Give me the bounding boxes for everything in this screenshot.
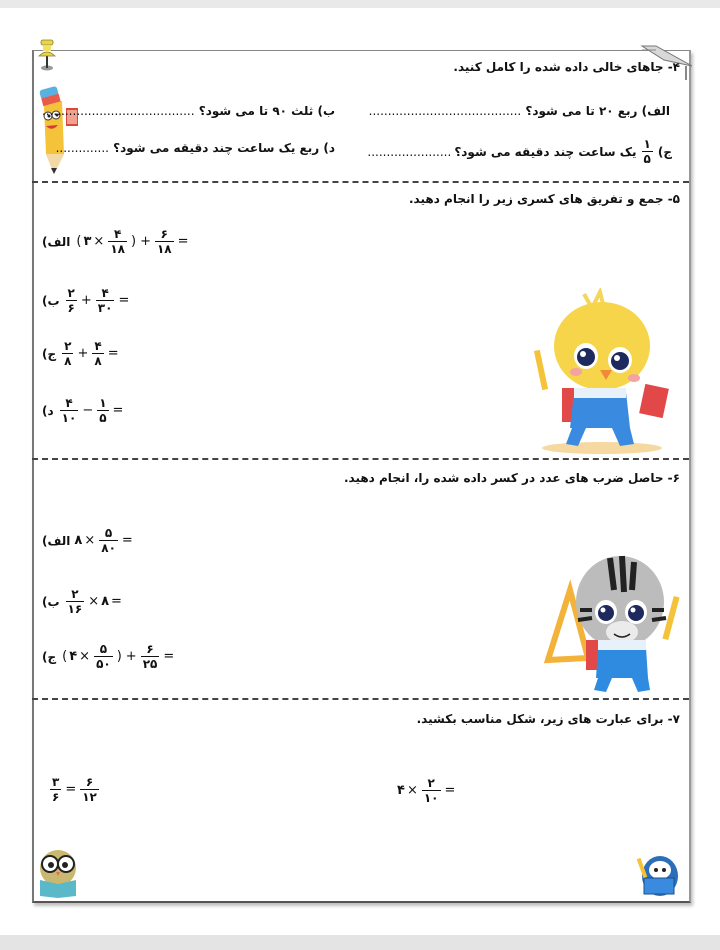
fraction bbox=[642, 138, 653, 165]
fraction bbox=[97, 397, 108, 424]
item-label: ب) bbox=[42, 293, 60, 308]
times-sign: × bbox=[406, 783, 418, 798]
equals-sign: = bbox=[112, 403, 124, 418]
section-divider bbox=[32, 181, 689, 183]
fraction bbox=[60, 397, 79, 424]
fraction-numerator: ۳ bbox=[52, 775, 60, 789]
equals-sign: = bbox=[177, 234, 189, 249]
item-label: ج) bbox=[42, 649, 57, 664]
q4-item-alef bbox=[369, 104, 670, 118]
penguin-reading bbox=[636, 852, 682, 900]
plus-sign: + bbox=[80, 293, 92, 308]
top-bar bbox=[0, 0, 720, 8]
section-divider bbox=[32, 458, 689, 460]
bottom-bar bbox=[0, 935, 720, 950]
q6-expr-jim bbox=[42, 643, 176, 670]
fraction-denominator: ۱۰ bbox=[423, 791, 439, 805]
q4-item-dal bbox=[56, 141, 335, 155]
zebra-character bbox=[540, 540, 686, 696]
equals-sign: = bbox=[444, 783, 456, 798]
fraction-numerator: ۴ bbox=[113, 227, 122, 241]
times-sign: × bbox=[79, 649, 91, 664]
fraction-numerator: ۲ bbox=[427, 776, 435, 790]
fraction bbox=[80, 776, 99, 803]
q4-answer-blank[interactable]: .............. bbox=[55, 141, 109, 155]
q4-answer-blank[interactable]: ........................................ bbox=[41, 104, 195, 118]
whole-number: ۸ bbox=[74, 533, 83, 548]
q4-item-text: یک ساعت چند دقیقه می شود؟ bbox=[454, 144, 637, 159]
equals-sign: = bbox=[65, 782, 77, 797]
paren-open: ( bbox=[62, 649, 68, 664]
whole-number: ۸ bbox=[101, 594, 110, 609]
fraction-denominator: ۶ bbox=[52, 790, 60, 804]
equals-sign: = bbox=[121, 533, 133, 548]
q5-title: ۵- جمع و تفریق های کسری زیر را انجام دهید. bbox=[409, 192, 680, 206]
fraction bbox=[94, 643, 113, 670]
q4-answer-blank[interactable]: ........................................ bbox=[368, 104, 522, 118]
fraction-denominator: ۲۵ bbox=[142, 657, 158, 671]
fraction-numerator: ۲ bbox=[64, 339, 72, 353]
q4-answer-blank[interactable]: ...................... bbox=[367, 144, 452, 159]
q4-item-label: الف) bbox=[641, 104, 670, 118]
fraction bbox=[99, 527, 118, 554]
fraction-denominator: ۱۶ bbox=[67, 602, 83, 616]
whole-number: ۴ bbox=[69, 649, 78, 664]
equals-sign: = bbox=[118, 293, 130, 308]
fraction-denominator: ۳۰ bbox=[97, 301, 113, 315]
equals-sign: = bbox=[163, 649, 175, 664]
pushpin-icon bbox=[36, 38, 58, 72]
q4-item-label: د) bbox=[323, 141, 335, 155]
fraction-denominator: ۵ bbox=[643, 152, 651, 166]
fraction-numerator: ۲ bbox=[67, 286, 75, 300]
q4-item-label: ج) bbox=[657, 144, 672, 159]
fraction bbox=[66, 588, 85, 615]
fraction-denominator: ۶ bbox=[67, 301, 75, 315]
fraction bbox=[92, 340, 103, 367]
item-label: ب) bbox=[42, 594, 60, 609]
fraction-denominator: ۵ bbox=[99, 411, 107, 425]
q4-item-jim bbox=[367, 138, 672, 165]
q7-title: ۷- برای عبارت های زیر، شکل مناسب بکشید. bbox=[416, 712, 680, 726]
fraction-numerator: ۲ bbox=[71, 587, 79, 601]
item-label: الف) bbox=[42, 533, 71, 548]
chick-character bbox=[522, 288, 672, 456]
plus-sign: + bbox=[125, 649, 137, 664]
q4-item-text: ربع یک ساعت چند دقیقه می شود؟ bbox=[113, 141, 320, 155]
times-sign: × bbox=[93, 234, 105, 249]
q5-expr-be bbox=[42, 287, 131, 314]
fraction-numerator: ۶ bbox=[85, 775, 94, 789]
equals-sign: = bbox=[107, 346, 119, 361]
fraction-numerator: ۴ bbox=[65, 396, 73, 410]
fraction bbox=[155, 228, 174, 255]
fraction bbox=[50, 776, 61, 803]
fraction bbox=[141, 643, 160, 670]
item-label: د) bbox=[42, 403, 54, 418]
fraction-denominator: ۱۸ bbox=[110, 242, 125, 256]
item-label: ج) bbox=[42, 346, 57, 361]
paren-close: ) bbox=[116, 649, 122, 664]
q7-expr-1 bbox=[48, 776, 101, 803]
paren-open: ( bbox=[76, 234, 82, 249]
fraction-numerator: ۴ bbox=[94, 339, 102, 353]
q7-expr-2 bbox=[397, 777, 457, 804]
fraction bbox=[66, 287, 77, 314]
section-divider bbox=[32, 698, 689, 700]
fraction bbox=[62, 340, 73, 367]
q4-item-be bbox=[42, 104, 335, 118]
equals-sign: = bbox=[111, 594, 122, 609]
q5-expr-alef bbox=[42, 228, 191, 255]
fraction-numerator: ۱ bbox=[99, 396, 107, 410]
whole-number: ۴ bbox=[397, 783, 405, 798]
q4-item-label: ب) bbox=[317, 104, 335, 118]
fraction-numerator: ۴ bbox=[101, 286, 109, 300]
fraction-denominator: ۸ bbox=[64, 354, 72, 368]
fraction-denominator: ۸ bbox=[94, 354, 102, 368]
whole-number: ۳ bbox=[83, 234, 92, 249]
q6-expr-alef bbox=[42, 527, 135, 554]
fraction-denominator: ۱۲ bbox=[82, 790, 97, 804]
q4-item-text: ربع ۲۰ تا می شود؟ bbox=[525, 104, 638, 118]
fraction bbox=[422, 777, 441, 804]
fraction-numerator: ۱ bbox=[643, 137, 651, 151]
q6-title: ۶- حاصل ضرب های عدد در کسر داده شده را، انجام دهید. bbox=[343, 471, 680, 485]
q5-expr-jim bbox=[42, 340, 121, 367]
q4-title: ۴- جاهای خالی داده شده را کامل کنید. bbox=[453, 60, 680, 74]
pencil-character bbox=[34, 82, 84, 178]
fraction-numerator: ۵ bbox=[99, 642, 108, 656]
q6-expr-be bbox=[42, 588, 124, 615]
fraction bbox=[96, 287, 115, 314]
fraction-numerator: ۶ bbox=[146, 642, 154, 656]
fraction-numerator: ۶ bbox=[160, 227, 168, 241]
fraction-numerator: ۵ bbox=[104, 526, 113, 540]
fraction-denominator: ۱۰ bbox=[61, 411, 77, 425]
fraction-denominator: ۱۸ bbox=[156, 242, 172, 256]
times-sign: × bbox=[88, 594, 100, 609]
paren-close: ) bbox=[130, 234, 137, 249]
fraction-denominator: ۵۰ bbox=[96, 657, 111, 671]
fraction-denominator: ۸۰ bbox=[101, 541, 116, 555]
minus-sign: − bbox=[82, 403, 94, 418]
fraction bbox=[108, 228, 127, 255]
item-label: الف) bbox=[42, 234, 71, 249]
plus-sign: + bbox=[140, 234, 151, 249]
plus-sign: + bbox=[77, 346, 89, 361]
owl-reading bbox=[36, 842, 80, 898]
q4-item-text: ثلث ۹۰ تا می شود؟ bbox=[198, 104, 314, 118]
q5-expr-dal bbox=[42, 397, 125, 424]
times-sign: × bbox=[84, 533, 96, 548]
